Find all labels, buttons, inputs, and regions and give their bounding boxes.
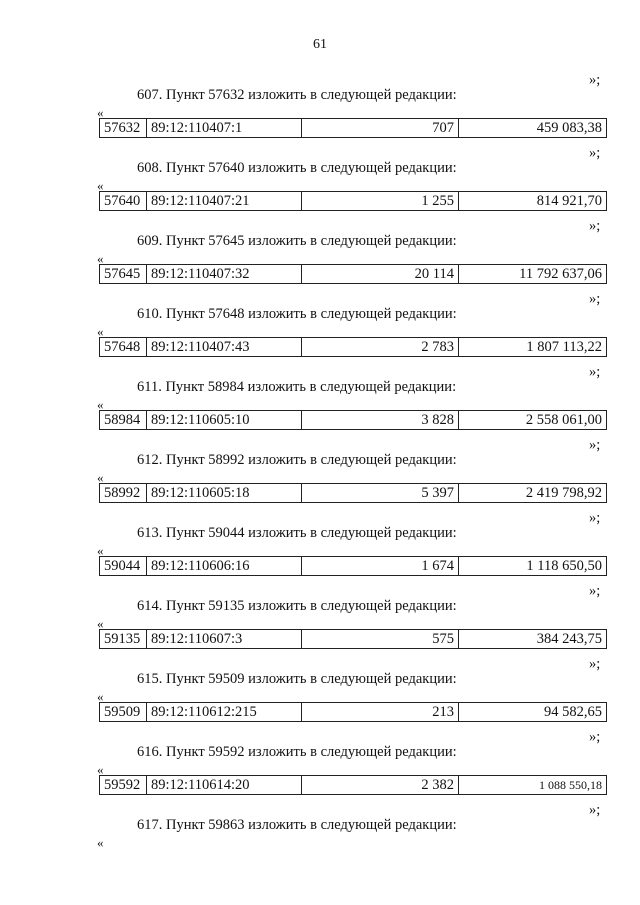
data-table-row <box>99 118 607 138</box>
open-quote: « <box>97 689 104 704</box>
open-quote: « <box>97 835 104 850</box>
page-number: 61 <box>313 37 327 52</box>
amendment-heading: 614. Пункт 59135 изложить в следующей редакции: <box>137 598 457 614</box>
open-quote: « <box>97 178 104 193</box>
amendment-heading: 609. Пункт 57645 изложить в следующей редакции: <box>137 233 457 249</box>
open-quote: « <box>97 762 104 777</box>
area-cell: 2 783 <box>302 338 459 357</box>
data-table-row <box>99 410 607 430</box>
row-number-cell: 57648 <box>100 338 147 357</box>
row-number-cell: 59592 <box>100 776 147 795</box>
open-quote: « <box>97 324 104 339</box>
value-cell: 1 088 550,18 <box>459 776 607 795</box>
cadastral-number-cell: 89:12:110407:21 <box>147 192 302 211</box>
cadastral-number-cell: 89:12:110606:16 <box>147 557 302 576</box>
value-cell: 814 921,70 <box>459 192 607 211</box>
data-table-row <box>99 556 607 576</box>
cadastral-number-cell: 89:12:110605:10 <box>147 411 302 430</box>
close-quote: »; <box>589 437 601 453</box>
open-quote: « <box>97 397 104 412</box>
open-quote: « <box>97 470 104 485</box>
row-number-cell: 59044 <box>100 557 147 576</box>
open-quote: « <box>97 251 104 266</box>
data-table-row <box>99 337 607 357</box>
row-number-cell: 59135 <box>100 630 147 649</box>
area-cell: 2 382 <box>302 776 459 795</box>
close-quote: »; <box>589 510 601 526</box>
cadastral-number-cell: 89:12:110407:1 <box>147 119 302 138</box>
cadastral-number-cell: 89:12:110607:3 <box>147 630 302 649</box>
area-cell: 20 114 <box>302 265 459 284</box>
area-cell: 1 255 <box>302 192 459 211</box>
data-table-row <box>99 264 607 284</box>
amendment-heading: 610. Пункт 57648 изложить в следующей редакции: <box>137 306 457 322</box>
close-quote: »; <box>589 218 601 234</box>
data-table-row <box>99 702 607 722</box>
row-number-cell: 57640 <box>100 192 147 211</box>
cadastral-number-cell: 89:12:110407:43 <box>147 338 302 357</box>
amendment-heading: 615. Пункт 59509 изложить в следующей редакции: <box>137 671 457 687</box>
area-cell: 5 397 <box>302 484 459 503</box>
data-table-row <box>99 775 607 795</box>
close-quote: »; <box>589 145 601 161</box>
amendment-heading: 608. Пункт 57640 изложить в следующей редакции: <box>137 160 457 176</box>
amendment-heading: 611. Пункт 58984 изложить в следующей редакции: <box>137 379 457 395</box>
amendment-heading: 612. Пункт 58992 изложить в следующей редакции: <box>137 452 457 468</box>
row-number-cell: 57645 <box>100 265 147 284</box>
cadastral-number-cell: 89:12:110407:32 <box>147 265 302 284</box>
area-cell: 1 674 <box>302 557 459 576</box>
data-table-row <box>99 191 607 211</box>
area-cell: 707 <box>302 119 459 138</box>
amendment-heading: 617. Пункт 59863 изложить в следующей редакции: <box>137 817 457 833</box>
value-cell: 94 582,65 <box>459 703 607 722</box>
row-number-cell: 57632 <box>100 119 147 138</box>
data-table-row <box>99 483 607 503</box>
area-cell: 575 <box>302 630 459 649</box>
amendment-heading: 613. Пункт 59044 изложить в следующей редакции: <box>137 525 457 541</box>
close-quote: »; <box>589 583 601 599</box>
value-cell: 1 118 650,50 <box>459 557 607 576</box>
open-quote: « <box>97 616 104 631</box>
row-number-cell: 58992 <box>100 484 147 503</box>
amendment-heading: 607. Пункт 57632 изложить в следующей редакции: <box>137 87 457 103</box>
value-cell: 2 419 798,92 <box>459 484 607 503</box>
value-cell: 11 792 637,06 <box>459 265 607 284</box>
value-cell: 384 243,75 <box>459 630 607 649</box>
open-quote: « <box>97 543 104 558</box>
area-cell: 3 828 <box>302 411 459 430</box>
data-table-row <box>99 629 607 649</box>
cadastral-number-cell: 89:12:110614:20 <box>147 776 302 795</box>
cadastral-number-cell: 89:12:110605:18 <box>147 484 302 503</box>
value-cell: 459 083,38 <box>459 119 607 138</box>
cadastral-number-cell: 89:12:110612:215 <box>147 703 302 722</box>
close-quote: »; <box>589 72 601 88</box>
close-quote: »; <box>589 291 601 307</box>
open-quote: « <box>97 105 104 120</box>
close-quote: »; <box>589 364 601 380</box>
close-quote: »; <box>589 656 601 672</box>
area-cell: 213 <box>302 703 459 722</box>
amendment-heading: 616. Пункт 59592 изложить в следующей редакции: <box>137 744 457 760</box>
value-cell: 2 558 061,00 <box>459 411 607 430</box>
close-quote: »; <box>589 802 601 818</box>
close-quote: »; <box>589 729 601 745</box>
value-cell: 1 807 113,22 <box>459 338 607 357</box>
row-number-cell: 58984 <box>100 411 147 430</box>
row-number-cell: 59509 <box>100 703 147 722</box>
